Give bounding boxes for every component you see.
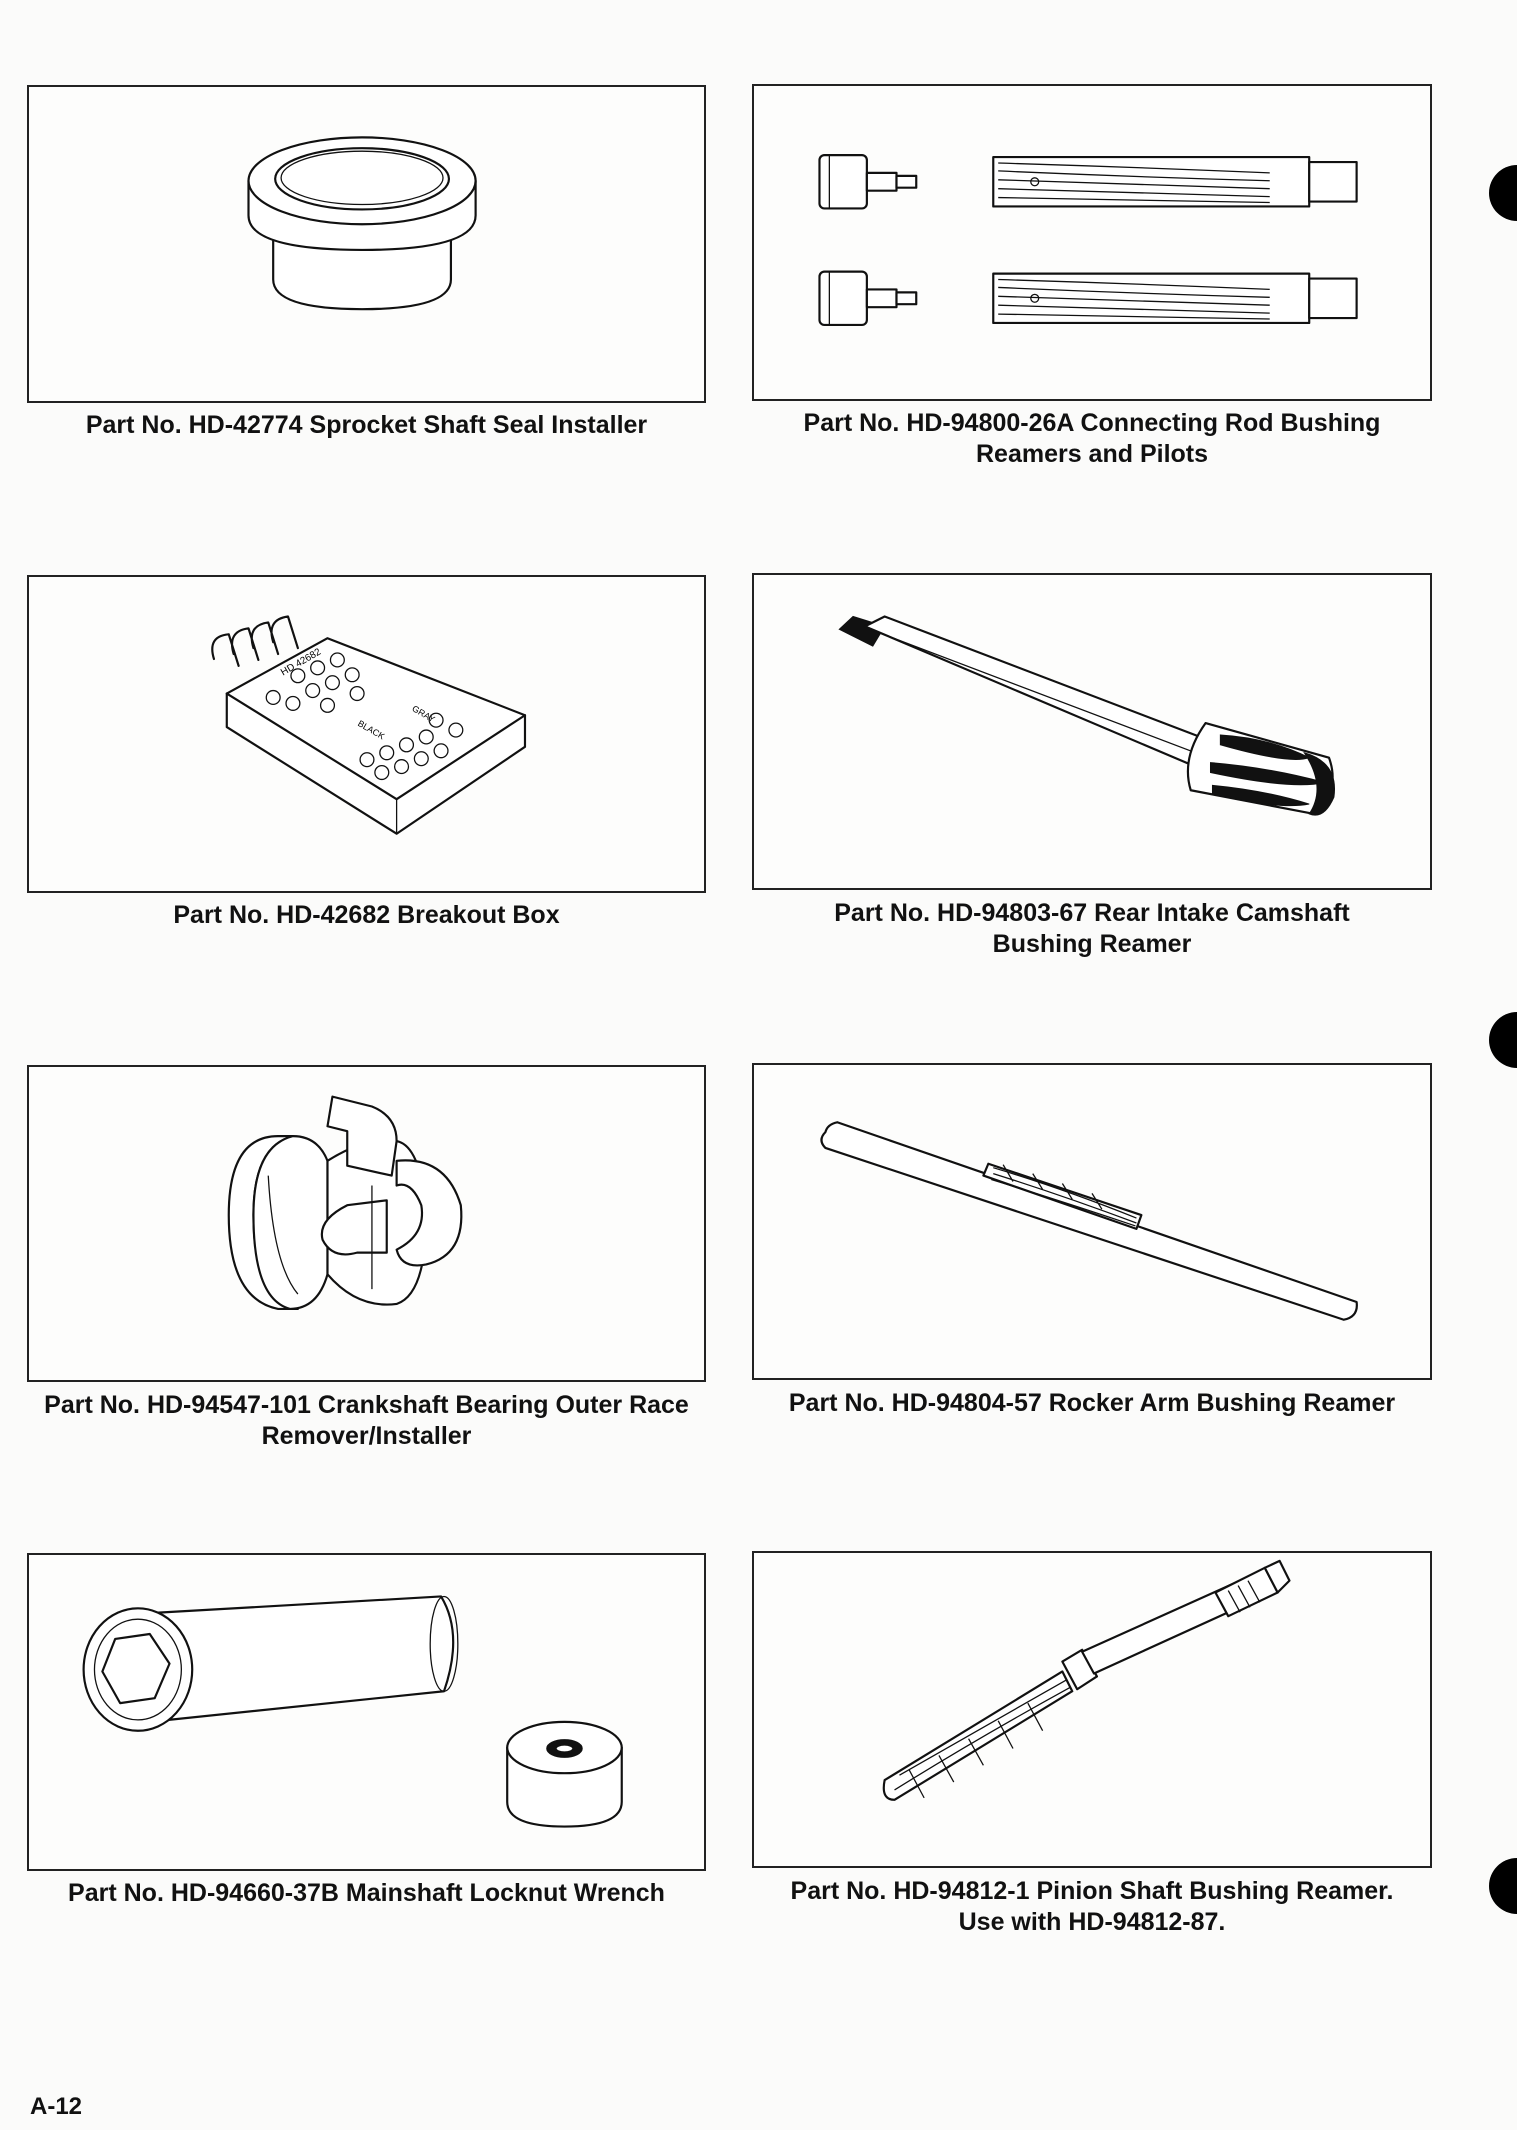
figure-caption-locknut-wrench xyxy=(27,1878,706,1909)
caption-line: Part No. HD-94812-1 Pinion Shaft Bushing Reamer. xyxy=(790,1877,1394,1905)
caption-line: Part No. HD-94804-57 Rocker Arm Bushing Reamer xyxy=(788,1389,1396,1417)
figure-caption-seal-installer xyxy=(27,410,706,441)
locknut-wrench-icon xyxy=(29,1555,704,1869)
camshaft-reamer-icon xyxy=(754,575,1430,888)
figure-frame-camshaft-reamer xyxy=(752,573,1432,890)
seal-installer-icon xyxy=(29,87,704,401)
box-label: HD 42682 xyxy=(279,646,324,679)
figure-frame-rocker-arm-reamer xyxy=(752,1063,1432,1380)
figure-caption-camshaft-reamer xyxy=(752,898,1432,960)
figure-caption-rocker-arm-reamer xyxy=(752,1388,1432,1419)
figure-frame-breakout-box xyxy=(27,575,706,893)
figure-frame-seal-installer xyxy=(27,85,706,403)
pinion-reamer-icon xyxy=(754,1553,1430,1866)
reamers-and-pilots-icon xyxy=(754,86,1430,399)
caption-line: Part No. HD-42774 Sprocket Shaft Seal Installer xyxy=(85,411,648,439)
binder-hole-mark xyxy=(1489,165,1517,221)
page-number: A-12 xyxy=(30,2093,83,2120)
caption-line: Use with HD-94812-87. xyxy=(958,1908,1226,1936)
race-remover-icon xyxy=(29,1067,704,1380)
caption-line: Part No. HD-94547-101 Crankshaft Bearing Outer Race xyxy=(44,1391,689,1419)
figure-frame-race-remover xyxy=(27,1065,706,1382)
figure-caption-reamers-and-pilots xyxy=(752,408,1432,470)
figure-caption-pinion-reamer xyxy=(752,1876,1432,1938)
caption-line: Reamers and Pilots xyxy=(975,440,1209,468)
binder-hole-mark xyxy=(1489,1012,1517,1068)
caption-line: Remover/Installer xyxy=(261,1422,472,1450)
caption-line: Bushing Reamer xyxy=(992,930,1192,958)
box-label: BLACK xyxy=(356,718,387,742)
binder-hole-mark xyxy=(1489,1858,1517,1914)
figure-caption-race-remover xyxy=(27,1390,706,1452)
caption-line: Part No. HD-42682 Breakout Box xyxy=(173,901,560,929)
figure-frame-locknut-wrench xyxy=(27,1553,706,1871)
figure-frame-reamers-and-pilots xyxy=(752,84,1432,401)
rocker-arm-reamer-icon xyxy=(754,1065,1430,1378)
figure-frame-pinion-reamer xyxy=(752,1551,1432,1868)
caption-line: Part No. HD-94800-26A Connecting Rod Bushing xyxy=(803,409,1381,437)
breakout-box-icon xyxy=(29,577,704,891)
figure-caption-breakout-box xyxy=(27,900,706,931)
caption-line: Part No. HD-94803-67 Rear Intake Camshaft xyxy=(834,899,1350,927)
box-label: GRAY xyxy=(410,703,437,725)
caption-line: Part No. HD-94660-37B Mainshaft Locknut Wrench xyxy=(68,1879,665,1907)
